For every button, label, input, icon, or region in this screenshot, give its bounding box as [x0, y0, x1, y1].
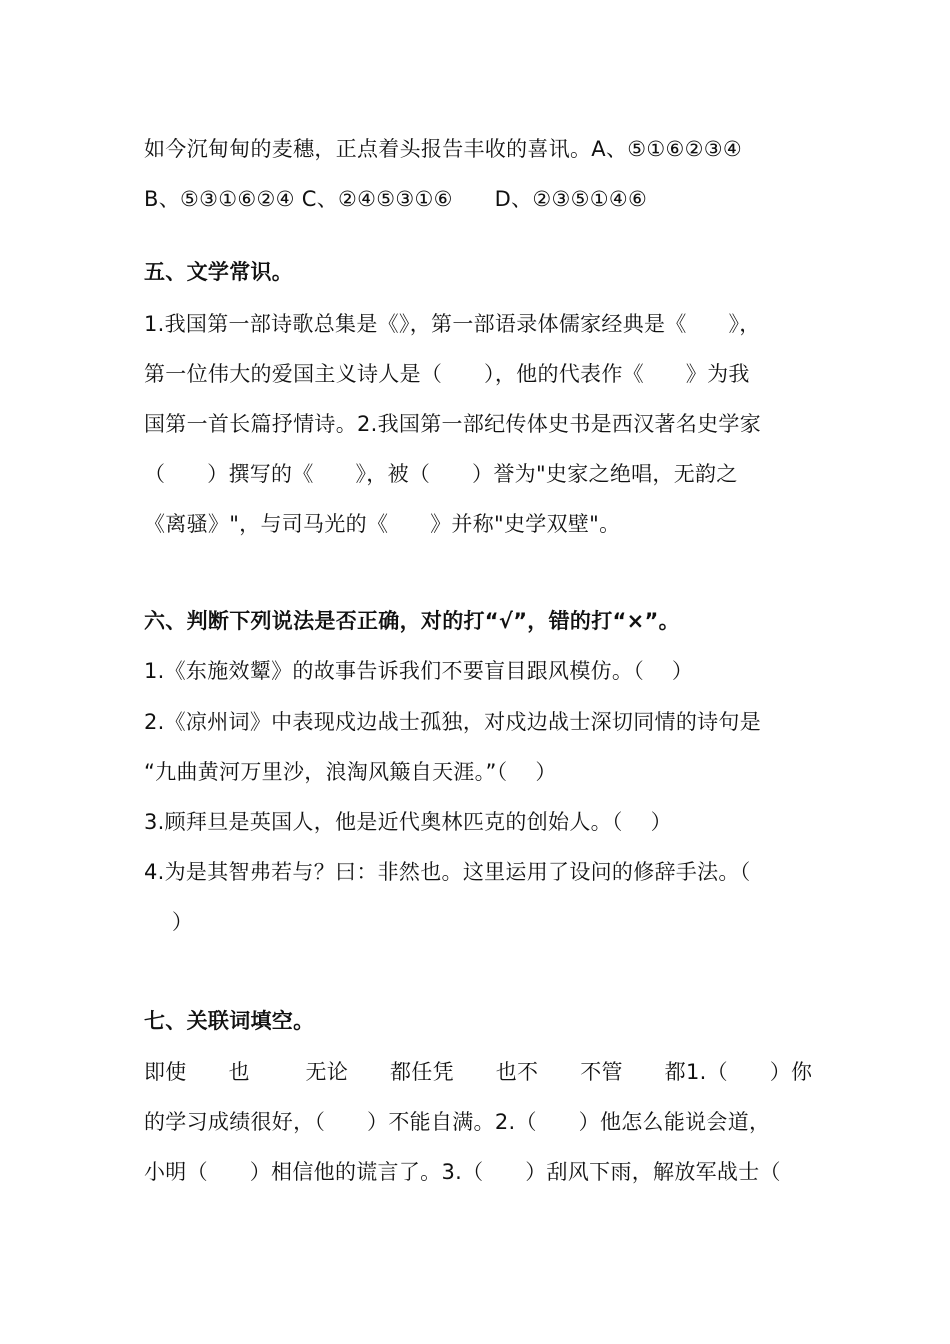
text-line: 即使 也 无论 都任凭 也不 不管 都1.（ ）你: [144, 1060, 813, 1084]
text-line: （ ）撰写的《 》，被（ ）誉为"史家之绝唱，无韵之: [144, 462, 738, 486]
question-line: “九曲黄河万里沙，浪淘风簸自天涯。”（ ）: [144, 760, 557, 784]
question-line: 4.为是其智弗若与？曰：非然也。这里运用了设问的修辞手法。（: [144, 860, 751, 884]
section-heading-conjunctions: 七、关联词填空。: [144, 1009, 315, 1033]
text-line-options: B、⑤③①⑥②④ C、②④⑤③①⑥ D、②③⑤①④⑥: [144, 187, 648, 211]
section-heading-judgement: 六、判断下列说法是否正确，对的打“√”，错的打“×”。: [144, 609, 680, 633]
text-line: 《离骚》"，与司马光的《 》并称"史学双壁"。: [144, 512, 621, 536]
section-heading-literature: 五、文学常识。: [144, 260, 294, 284]
question-line: ）: [144, 910, 194, 934]
text-line: 1.我国第一部诗歌总集是《》，第一部语录体儒家经典是《 》，: [144, 312, 761, 336]
question-line: 2.《凉州词》中表现戍边战士孤独，对戍边战士深切同情的诗句是: [144, 710, 762, 734]
question-line: 3.顾拜旦是英国人，他是近代奥林匹克的创始人。（ ）: [144, 810, 672, 834]
text-line-harvest: 如今沉甸甸的麦穗，正点着头报告丰收的喜讯。A、⑤①⑥②③④: [144, 137, 743, 161]
text-line: 小明（ ）相信他的谎言了。3.（ ）刮风下雨，解放军战士（: [144, 1160, 781, 1184]
text-line: 的学习成绩很好，（ ）不能自满。2.（ ）他怎么能说会道，: [144, 1110, 771, 1134]
text-line: 国第一首长篇抒情诗。2.我国第一部纪传体史书是西汉著名史学家: [144, 412, 762, 436]
text-line: 第一位伟大的爱国主义诗人是（ ），他的代表作《 》为我: [144, 362, 750, 386]
question-line: 1.《东施效颦》的故事告诉我们不要盲目跟风模仿。（ ）: [144, 659, 694, 683]
